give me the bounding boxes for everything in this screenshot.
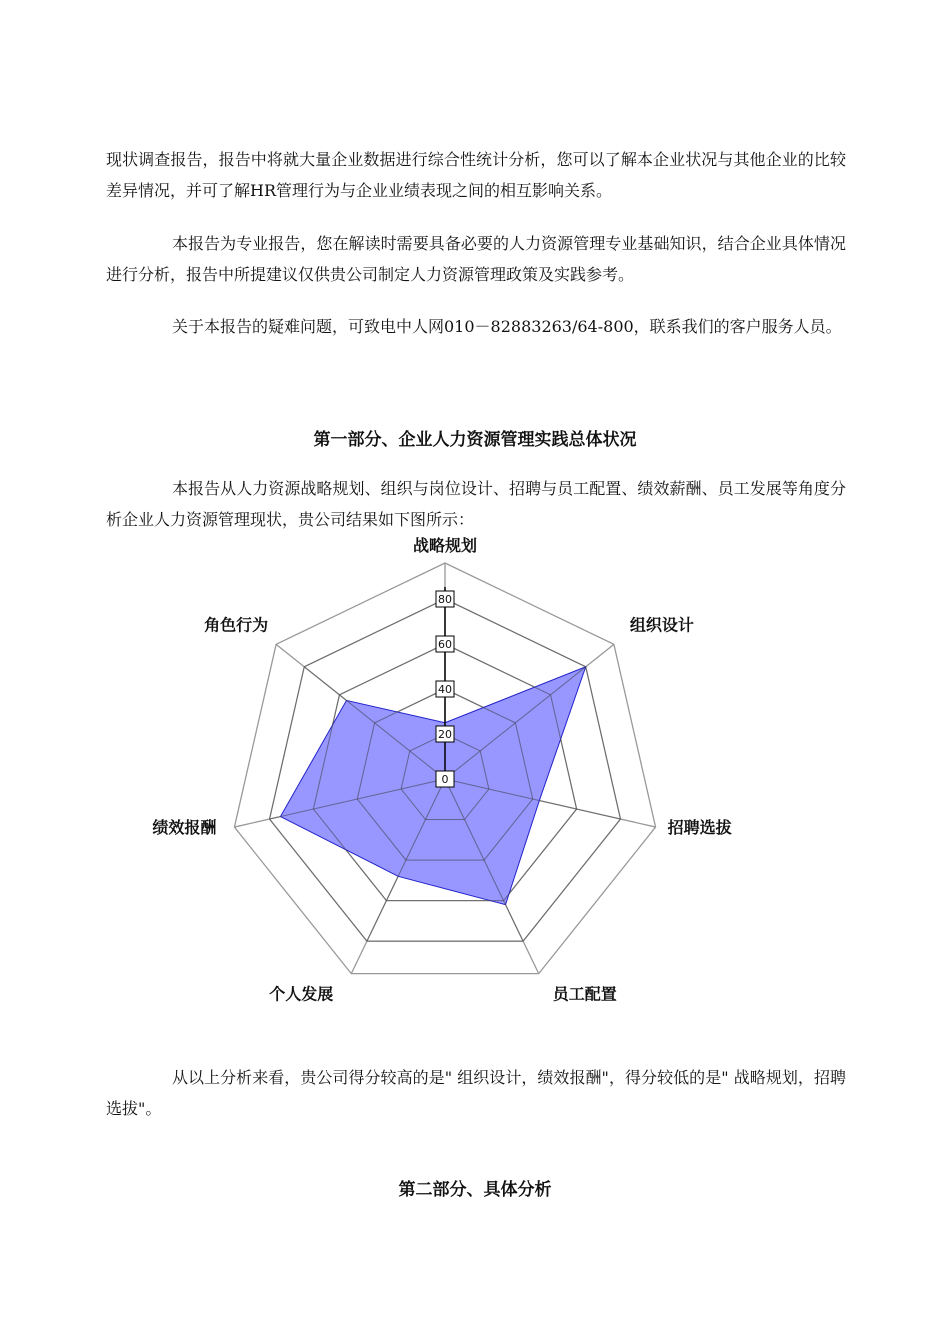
intro-paragraph-2: 本报告为专业报告，您在解读时需要具备必要的人力资源管理专业基础知识，结合企业具体情况进行分析，报告中所提建议仅供贵公司制定人力资源管理政策及实践参考。 <box>106 234 846 284</box>
section-1-paragraph-1: 本报告从人力资源战略规划、组织与岗位设计、招聘与员工配置、绩效薪酬、员工发展等角度分析企业人力资源管理现状，贵公司结果如下图所示： <box>106 479 846 529</box>
radar-data-area <box>280 667 585 905</box>
radar-axis-label-6: 绩效报酬 <box>152 818 217 838</box>
section-1-paragraph-2: 从以上分析来看，贵公司得分较高的是" 组织设计，绩效报酬"，得分较低的是" 战略规划，招聘选拔"。 <box>106 1068 846 1118</box>
intro-paragraph-3: 关于本报告的疑难问题，可致电中人网010－82883263/64-800，联系我们的客户服务人员。 <box>172 317 842 336</box>
radar-tick-label-0: 0 <box>441 773 449 786</box>
radar-chart <box>0 536 950 1004</box>
radar-tick-label-40: 40 <box>438 683 452 696</box>
radar-tick-label-60: 60 <box>438 638 452 651</box>
radar-axis-label-2: 组织设计 <box>629 615 694 635</box>
radar-axis-label-1: 战略规划 <box>412 536 478 555</box>
radar-axis-label-3: 招聘选拔 <box>667 818 732 838</box>
section-1-heading: 第一部分、企业人力资源管理实践总体状况 <box>313 430 637 450</box>
radar-tick-label-80: 80 <box>438 593 452 606</box>
radar-axis-label-5: 个人发展 <box>269 984 334 1004</box>
radar-axis-label-4: 员工配置 <box>552 984 617 1004</box>
radar-axis-label-7: 角色行为 <box>204 615 269 635</box>
section-2-heading: 第二部分、具体分析 <box>398 1180 552 1200</box>
radar-tick-label-20: 20 <box>438 728 452 741</box>
intro-paragraph-1: 现状调查报告，报告中将就大量企业数据进行综合性统计分析，您可以了解本企业状况与其他企业的比较差异情况，并可了解HR管理行为与企业业绩表现之间的相互影响关系。 <box>106 150 846 200</box>
